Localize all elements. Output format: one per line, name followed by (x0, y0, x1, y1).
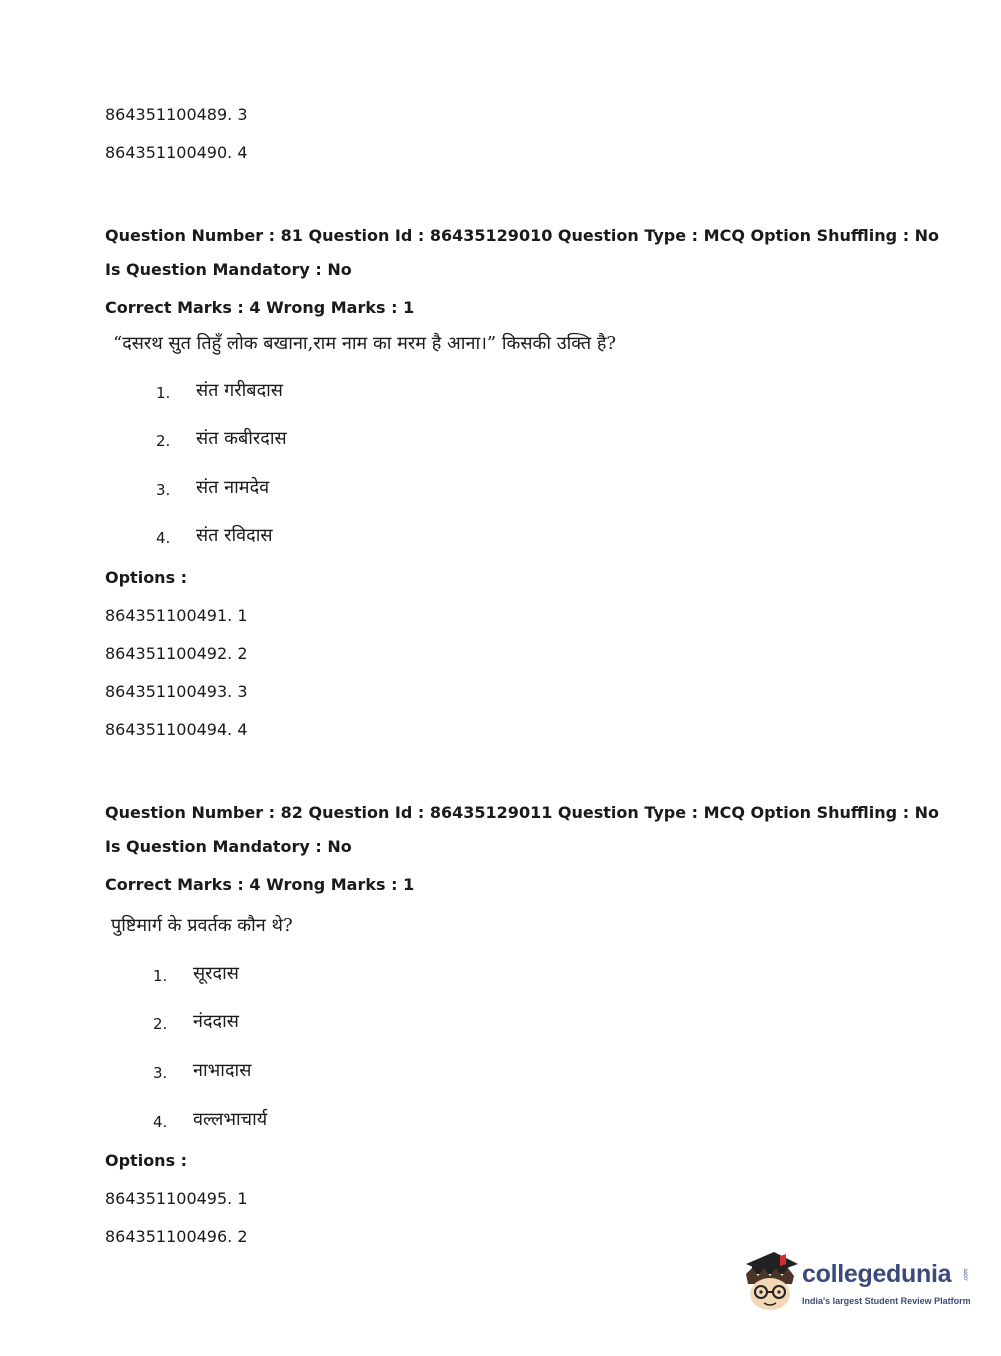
option-id-line: 864351100495. 1 (105, 1189, 248, 1208)
question-marks: Correct Marks : 4 Wrong Marks : 1 (105, 875, 415, 894)
option-id-line: 864351100493. 3 (105, 682, 248, 701)
choice-number: 2. (153, 1015, 168, 1033)
choice-label: संत कबीरदास (196, 428, 287, 449)
option-id-line: 864351100491. 1 (105, 606, 248, 625)
choice-number: 3. (153, 1064, 168, 1082)
options-heading: Options : (105, 568, 188, 587)
question-text: “दसरथ सुत तिहुँ लोक बखाना,राम नाम का मरम है आना।” किसकी उक्ति है? (113, 333, 617, 354)
choice-number: 2. (156, 432, 171, 450)
options-heading: Options : (105, 1151, 188, 1170)
choice-label: संत गरीबदास (196, 380, 283, 401)
option-id-line: 864351100492. 2 (105, 644, 248, 663)
choice-number: 3. (156, 481, 171, 499)
choice-number: 4. (156, 529, 171, 547)
choice-label: वल्लभाचार्य (193, 1109, 268, 1130)
logo-wordmark: collegedunia (802, 1260, 952, 1288)
logo-suffix: .com (963, 1268, 970, 1282)
question-header: Question Number : 82 Question Id : 86435129011 Question Type : MCQ Option Shuffling : No (105, 803, 940, 822)
collegedunia-logo (740, 1250, 970, 1312)
question-mandatory: Is Question Mandatory : No (105, 837, 352, 856)
question-mandatory: Is Question Mandatory : No (105, 260, 352, 279)
question-header: Question Number : 81 Question Id : 86435129010 Question Type : MCQ Option Shuffling : No (105, 226, 940, 245)
choice-number: 4. (153, 1113, 168, 1131)
choice-label: नंददास (193, 1011, 239, 1032)
option-id-line: 864351100489. 3 (105, 105, 248, 124)
choice-label: नाभादास (193, 1060, 252, 1081)
option-id-line: 864351100490. 4 (105, 143, 248, 162)
question-marks: Correct Marks : 4 Wrong Marks : 1 (105, 298, 415, 317)
question-text: पुष्टिमार्ग के प्रवर्तक कौन थे? (111, 915, 293, 936)
choice-label: संत रविदास (196, 525, 273, 546)
logo-tagline: India's largest Student Review Platform (802, 1296, 971, 1306)
choice-number: 1. (156, 384, 171, 402)
choice-number: 1. (153, 967, 168, 985)
option-id-line: 864351100494. 4 (105, 720, 248, 739)
choice-label: संत नामदेव (196, 477, 270, 498)
mascot-icon (740, 1250, 800, 1312)
choice-label: सूरदास (193, 963, 239, 984)
option-id-line: 864351100496. 2 (105, 1227, 248, 1246)
